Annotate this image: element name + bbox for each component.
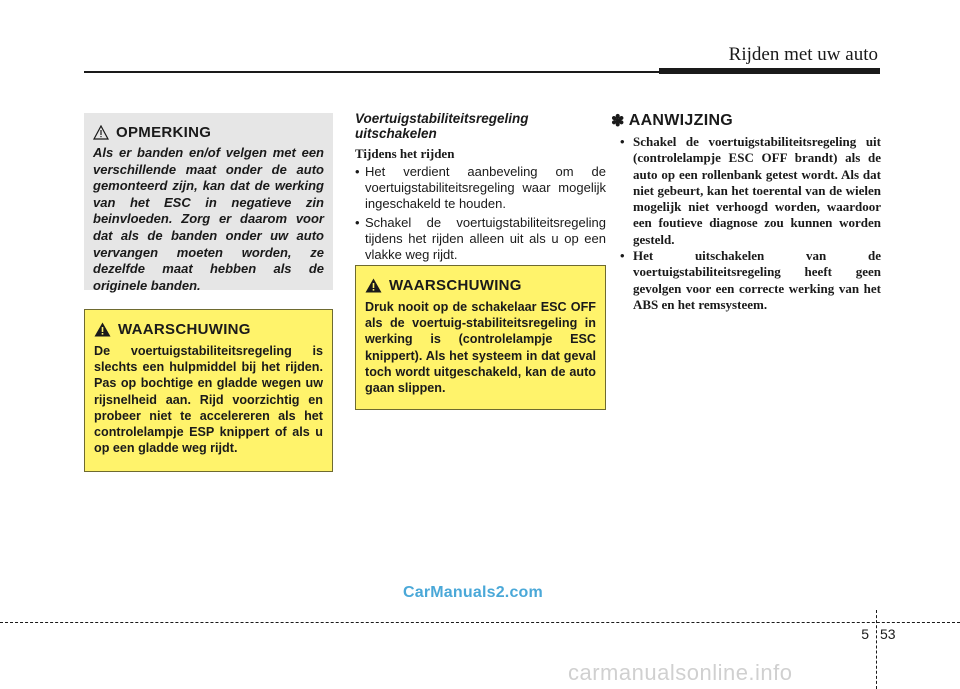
- section-subtitle: Tijdens het rijden: [355, 146, 455, 161]
- section-esc-off: [355, 111, 606, 266]
- list-item: • Het uitschakelen van de voertuigstabiliteitsregeling heeft geen gevolgen voor een correcte werking van het ABS en het remsysteem.: [611, 248, 881, 313]
- warning-triangle-icon: [365, 278, 382, 293]
- tip-section: [611, 111, 881, 313]
- note-title: OPMERKING: [116, 123, 212, 141]
- warning-box-esp: [84, 309, 333, 472]
- warning-triangle-icon: [94, 322, 111, 337]
- footer-divider: [0, 622, 960, 623]
- warning-header: [94, 318, 323, 340]
- site-watermark: carmanualsonline.info: [568, 660, 793, 685]
- warning-text: Druk nooit op de schakelaar ESC OFF als de voertuig-stabiliteitsregeling in werking is (controlelampje ESC knippert). Als het systeem in dat geval toch wordt uitgeschakeld, kan de auto gaan slippen.: [365, 300, 596, 396]
- asterisk-icon: ✽: [611, 113, 625, 130]
- warning-header: [365, 274, 596, 296]
- note-box: [84, 113, 333, 293]
- page-number-divider: [876, 610, 877, 689]
- warning-box-esc-off: [355, 265, 606, 410]
- section-bullet-list: [355, 164, 606, 263]
- warning-text: De voertuigstabiliteitsregeling is slechts een hulpmiddel bij het rijden. Pas op bochtige en gladde wegen uw rijsnelheid aan. Rijd voorzichtig en probeer niet te accelereren als het controlelampje ESP knippert of als u op een gladde weg rijdt.: [94, 344, 323, 456]
- list-item: • Het verdient aanbeveling om de voertuigstabiliteitsregeling waar mogelijk ingeschakeld te houden.: [355, 164, 606, 212]
- tip-header: [611, 111, 881, 131]
- list-item: • Schakel de voertuigstabiliteitsregeling uit (controlelampje ESC OFF brandt) als de auto op een rollenbank getest wordt. Als dat niet gebeurt, kan het toerental van de wielen mogelijk niet verhoogd worden, waardoor een foutieve diagnose zou kunnen worden gesteld.: [611, 134, 881, 248]
- header-rule-thin: [84, 71, 659, 73]
- section-title: Voertuigstabiliteitsregeling uitschakelen: [355, 111, 529, 141]
- watermark-link[interactable]: CarManuals2.com: [403, 584, 543, 601]
- note-header: [93, 121, 324, 143]
- caution-triangle-icon: [93, 125, 109, 140]
- header-rule-thick: [659, 68, 880, 74]
- page-header-title: Rijden met uw auto: [728, 44, 878, 65]
- note-text: Als er banden en/of velgen met een verschillende maat onder de auto gemonteerd zijn, kan dat de werking van het ESC in negatieve zin beinvloeden. Zorg er daarom voor dat als de banden onder uw auto vervangen moeten worden, ze dezelfde maat hebben als de originele banden.: [93, 145, 324, 293]
- tip-title: AANWIJZING: [628, 112, 734, 129]
- tip-bullet-list: [611, 134, 881, 313]
- list-item: • Schakel de voertuigstabiliteitsregeling tijdens het rijden alleen uit als u op een vlakke weg rijdt.: [355, 215, 606, 263]
- page-number: 53: [880, 626, 896, 642]
- chapter-number: 5: [861, 626, 869, 642]
- warning-title: WAARSCHUWING: [389, 276, 522, 294]
- warning-title: WAARSCHUWING: [118, 320, 251, 338]
